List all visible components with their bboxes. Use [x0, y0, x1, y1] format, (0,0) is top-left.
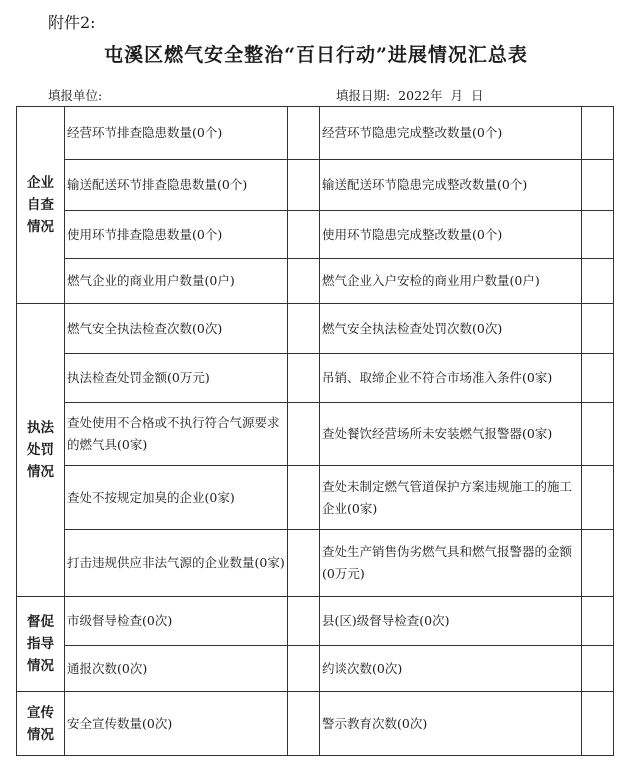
value-cell[interactable]	[288, 160, 320, 211]
item-label: 通报次数(0次)	[65, 646, 288, 692]
category-enforcement: 执法 处罚 情况	[17, 304, 65, 597]
item-label: 安全宣传数量(0次)	[65, 692, 288, 756]
item-label: 查处餐饮经营场所未安装燃气报警器(0家)	[320, 403, 582, 466]
value-cell[interactable]	[582, 259, 614, 304]
value-cell[interactable]	[582, 160, 614, 211]
value-cell[interactable]	[582, 304, 614, 354]
table-row	[17, 530, 614, 597]
item-label: 燃气安全执法检查处罚次数(0次)	[320, 304, 582, 354]
item-label: 燃气企业入户安检的商业用户数量(0户)	[320, 259, 582, 304]
value-cell[interactable]	[288, 259, 320, 304]
item-label: 经营环节排查隐患数量(0个)	[65, 107, 288, 160]
item-label: 打击违规供应非法气源的企业数量(0家)	[65, 530, 288, 597]
value-cell[interactable]	[288, 597, 320, 646]
item-label: 执法检查处罚金额(0万元)	[65, 354, 288, 403]
value-cell[interactable]	[582, 646, 614, 692]
table-row	[17, 107, 614, 160]
value-cell[interactable]	[288, 403, 320, 466]
fill-unit-label: 填报单位:	[48, 88, 103, 103]
table-row	[17, 304, 614, 354]
table-row	[17, 597, 614, 646]
category-supervision: 督促 指导 情况	[17, 597, 65, 692]
table-row	[17, 211, 614, 259]
value-cell[interactable]	[288, 304, 320, 354]
value-cell[interactable]	[288, 692, 320, 756]
item-label: 使用环节排查隐患数量(0个)	[65, 211, 288, 259]
value-cell[interactable]	[582, 530, 614, 597]
item-label: 查处生产销售伪劣燃气具和燃气报警器的金额(0万元)	[320, 530, 582, 597]
item-label: 警示教育次数(0次)	[320, 692, 582, 756]
value-cell[interactable]	[582, 107, 614, 160]
fill-date-label: 填报日期: 2022年 月 日	[336, 88, 484, 103]
page-title: 屯溪区燃气安全整治“百日行动”进展情况汇总表	[104, 44, 528, 66]
item-label: 市级督导检查(0次)	[65, 597, 288, 646]
value-cell[interactable]	[288, 646, 320, 692]
value-cell[interactable]	[582, 692, 614, 756]
value-cell[interactable]	[582, 597, 614, 646]
item-label: 县(区)级督导检查(0次)	[320, 597, 582, 646]
value-cell[interactable]	[288, 107, 320, 160]
table-row	[17, 354, 614, 403]
value-cell[interactable]	[288, 530, 320, 597]
table-row	[17, 160, 614, 211]
item-label: 经营环节隐患完成整改数量(0个)	[320, 107, 582, 160]
item-label: 查处不按规定加臭的企业(0家)	[65, 466, 288, 530]
value-cell[interactable]	[288, 211, 320, 259]
item-label: 吊销、取缔企业不符合市场准入条件(0家)	[320, 354, 582, 403]
table-row	[17, 692, 614, 756]
item-label: 燃气企业的商业用户数量(0户)	[65, 259, 288, 304]
item-label: 查处使用不合格或不执行符合气源要求的燃气具(0家)	[65, 403, 288, 466]
item-label: 约谈次数(0次)	[320, 646, 582, 692]
value-cell[interactable]	[288, 466, 320, 530]
value-cell[interactable]	[582, 211, 614, 259]
table-row	[17, 403, 614, 466]
item-label: 使用环节隐患完成整改数量(0个)	[320, 211, 582, 259]
item-label: 输送配送环节隐患完成整改数量(0个)	[320, 160, 582, 211]
category-publicity: 宣传 情况	[17, 692, 65, 756]
value-cell[interactable]	[582, 466, 614, 530]
summary-table	[16, 106, 614, 756]
item-label: 查处未制定燃气管道保护方案违规施工的施工企业(0家)	[320, 466, 582, 530]
table-row	[17, 646, 614, 692]
item-label: 燃气安全执法检查次数(0次)	[65, 304, 288, 354]
value-cell[interactable]	[582, 354, 614, 403]
value-cell[interactable]	[288, 354, 320, 403]
attachment-label: 附件2:	[48, 13, 96, 32]
table-row	[17, 259, 614, 304]
value-cell[interactable]	[582, 403, 614, 466]
table-row	[17, 466, 614, 530]
item-label: 输送配送环节排查隐患数量(0个)	[65, 160, 288, 211]
category-enterprise: 企业 自查 情况	[17, 107, 65, 304]
